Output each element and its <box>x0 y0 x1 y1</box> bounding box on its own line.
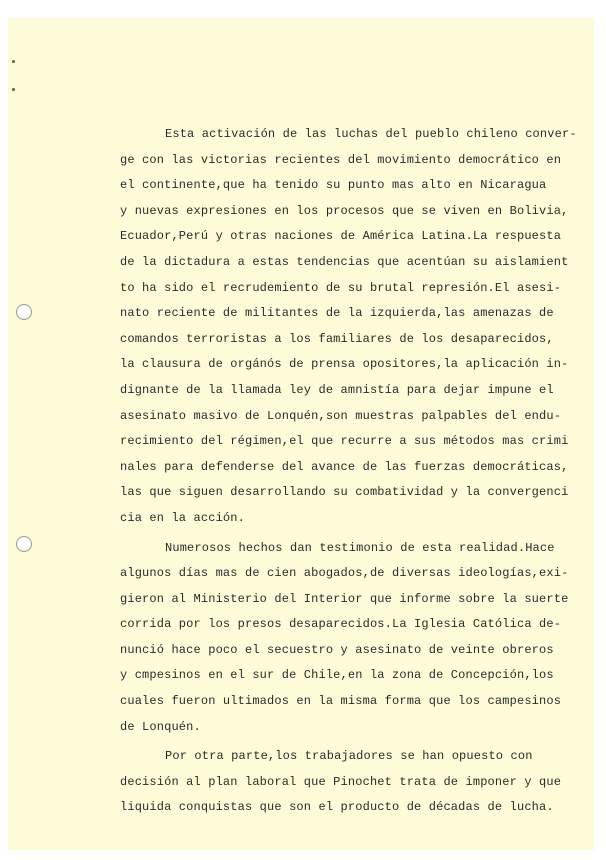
text-line: las que siguen desarrollando su combatividad y la convergenci <box>120 485 569 500</box>
paragraph <box>120 744 590 821</box>
text-line: Esta activación de las luchas del pueblo chileno conver- <box>165 127 577 141</box>
text-line: nato reciente de militantes de la izquierda,las amenazas de <box>120 306 554 321</box>
text-line: de Lonquén. <box>120 719 201 734</box>
paragraph <box>120 536 590 741</box>
text-line: Ecuador,Perú y otras naciones de América Latina.La respuesta <box>120 229 562 244</box>
text-line: de la dictadura a estas tendencias que acentúan su aislamient <box>120 254 569 269</box>
text-line: Por otra parte,los trabajadores se han opuesto con <box>165 749 533 764</box>
text-line: cuales fueron ultimados en la misma forma que los campesinos <box>120 694 562 709</box>
text-line: y cmpesinos en el sur de Chile,en la zona de Concepción,los <box>120 668 554 683</box>
text-line: asesinato masivo de Lonquén,son muestras palpables del endu- <box>120 408 562 423</box>
text-line: nunció hace poco el secuestro y asesinato de veinte obreros <box>120 642 554 657</box>
text-line: to ha sido el recrudemiento de su brutal represión.El asesi- <box>120 280 562 295</box>
page-edge-mark <box>12 88 15 91</box>
text-line: ge con las victorias recientes del movimiento democrático en <box>120 152 562 167</box>
text-line: algunos días mas de cien abogados,de diversas ideologías,exi- <box>120 566 569 581</box>
document-body <box>120 122 590 821</box>
text-line: Numerosos hechos dan testimonio de esta realidad.Hace <box>165 540 555 555</box>
punch-hole <box>16 536 32 552</box>
page-edge-mark <box>12 60 15 63</box>
document-page <box>8 18 594 850</box>
text-line: nales para defenderse del avance de las fuerzas democráticas, <box>120 459 569 474</box>
text-line: gieron al Ministerio del Interior que informe sobre la suerte <box>120 591 569 606</box>
text-line: comandos terroristas a los familiares de los desaparecidos, <box>120 331 554 346</box>
text-line: la clausura de orgánós de prensa opositores,la aplicación in- <box>120 357 569 372</box>
text-line: el continente,que ha tenido su punto mas alto en Nicaragua <box>120 178 547 193</box>
text-line: cia en la acción. <box>120 510 245 525</box>
paragraph <box>120 122 590 532</box>
punch-hole <box>16 304 32 320</box>
text-line: decisión al plan laboral que Pinochet trata de imponer y que <box>120 774 562 789</box>
text-line: dignante de la llamada ley de amnistía para dejar impune el <box>120 382 554 397</box>
text-line: corrida por los presos desaparecidos.La Iglesia Católica de- <box>120 617 562 632</box>
text-line: y nuevas expresiones en los procesos que se viven en Bolivia, <box>120 203 569 218</box>
text-line: recimiento del régimen,el que recurre a sus métodos mas crimi <box>120 434 569 449</box>
text-line: liquida conquistas que son el producto de décadas de lucha. <box>120 800 554 815</box>
